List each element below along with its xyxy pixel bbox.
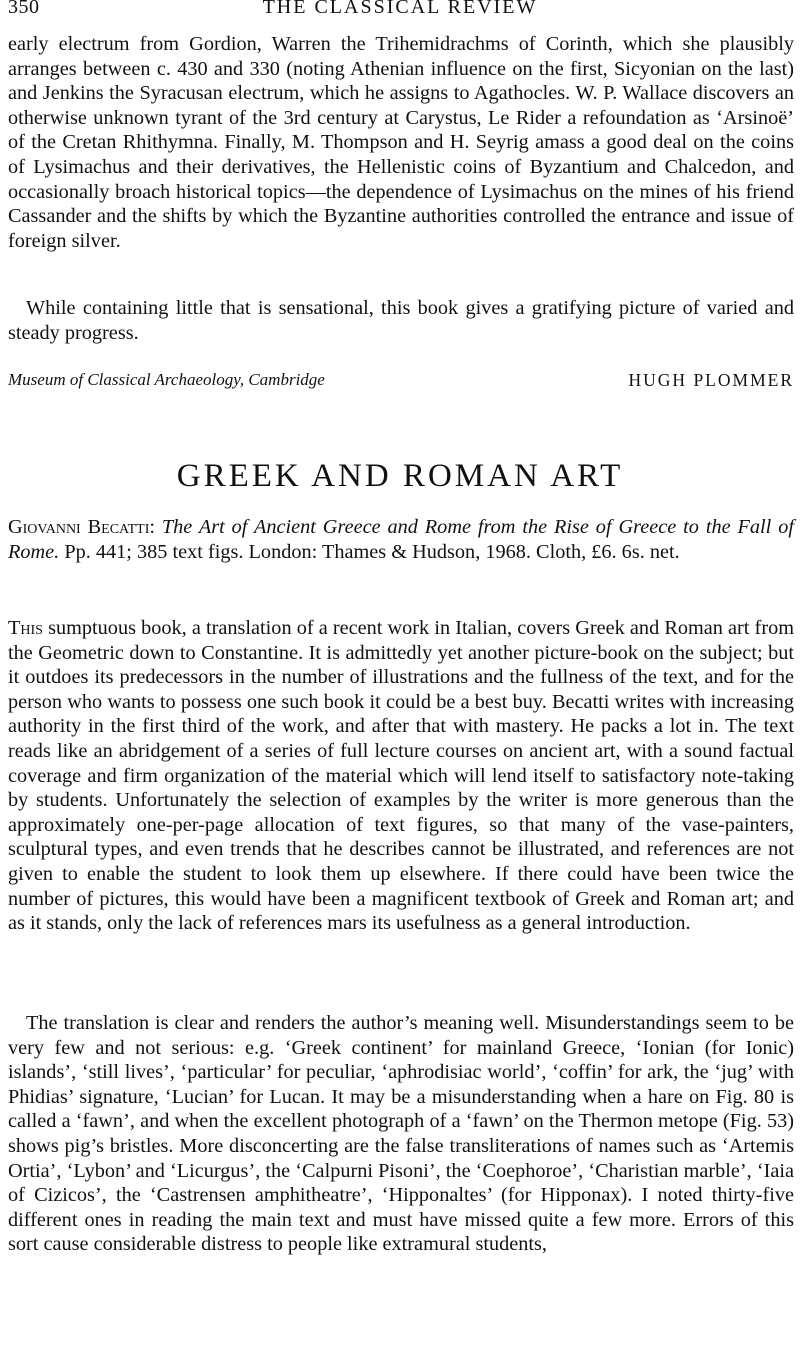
book-author: Giovanni Becatti: [8, 516, 150, 538]
book-citation: [8, 515, 794, 564]
review-first-word: This: [8, 617, 43, 639]
book-title: The Art of Ancient Greece and Rome from the Rise of Greece to the Fall of Rome.: [8, 516, 794, 563]
previous-review-paragraph: early electrum from Gordion, Warren the Trihemidrachms of Corinth, which she plausibly arranges between c. 430 and 330 (noting Athenian influence on the first, Sicyonian on the last) and Jenkins the Syracusan electrum, which he assigns to Agathocles. W. P. Wallace discovers an otherwise unknown tyrant of the 3rd century at Carystus, Le Rider a refoundation as ‘Arsinoë’ of the Cretan Rhithymna. Finally, M. Thompson and H. Seyrig amass a good deal on the coins of Lysimachus and their derivatives, the Hellenistic coins of Byzantium and Chalcedon, and occasionally broach historical topics—the dependence of Lysimachus on the mines of his friend Cassander and the shifts by which the Byzantine authorities controlled the entrance and issue of foreign silver.: [8, 33, 794, 252]
running-head: [8, 0, 792, 22]
reviewer-signature: [8, 370, 794, 394]
section-title: GREEK AND ROMAN ART: [176, 458, 624, 494]
reviewer-affiliation: Museum of Classical Archaeology, Cambridge: [8, 370, 325, 389]
review-paragraph-1: [8, 616, 794, 936]
journal-title: THE CLASSICAL REVIEW: [262, 0, 538, 18]
previous-review-closing-paragraph: While containing little that is sensational, this book gives a gratifying picture of varied and steady progress.: [8, 297, 794, 344]
citation-colon: :: [149, 516, 162, 538]
review-paragraph-2: The translation is clear and renders the author’s meaning well. Misunderstandings seem to be very few and not serious: e.g. ‘Greek continent’ for mainland Greece, ‘Ionian (for Ionic) islands’, ‘still lives’, ‘particular’ for peculiar, ‘aphrodisiac world’, ‘coffin’ for ark, the ‘jug’ with Phidias’ signature, ‘Lucian’ for Lucan. It may be a misunderstanding when a hare on Fig. 80 is called a ‘fawn’, and when the excellent photograph of a ‘fawn’ on the Thermon metope (Fig. 53) shows pig’s bristles. More disconcerting are the false transliterations of names such as ‘Artemis Ortia’, ‘Lybon’ and ‘Licurgus’, the ‘Calpurni Pisoni’, the ‘Coephoroe’, ‘Charistian marble’, ‘Iaia of Cizicos’, the ‘Castrensen amphitheatre’, ‘Hipponaltes’ (for Hipponax). I noted thirty-five different ones in reading the main text and must have missed quite a few more. Errors of this sort cause considerable distress to people like extramural students,: [8, 1012, 794, 1256]
reviewer-name: HUGH PLOMMER: [628, 370, 794, 390]
page-number: 350: [8, 0, 40, 18]
book-details: Pp. 441; 385 text figs. London: Thames & Hudson, 1968. Cloth, £6. 6s. net.: [59, 540, 680, 563]
review-paragraph-1-text: sumptuous book, a translation of a recent work in Italian, covers Greek and Roman art from the Geometric down to Constantine. It is admittedly yet another picture-book on the subject; but it outdoes its predecessors in the number of illustrations and the fullness of the text, and for the person who wants to possess one such book it could be a best buy. Becatti writes with increasing authority in the first third of the work, and after that with mastery. He packs a lot in. The text reads like an abridgement of a series of full lecture courses on ancient art, with a sound factual coverage and firm organization of the material which will lend itself to satisfactory note-taking by students. Unfortunately the selection of examples by the writer is more generous than the approximately one-per-page allocation of text figures, so that many of the vase-painters, sculptural types, and even trends that he describes cannot be illustrated, and references are not given to enable the student to look them up elsewhere. If there could have been twice the number of pictures, this would have been a magnificent textbook of Greek and Roman art; and as it stands, only the lack of references mars its usefulness as a general introduction.: [8, 617, 794, 935]
